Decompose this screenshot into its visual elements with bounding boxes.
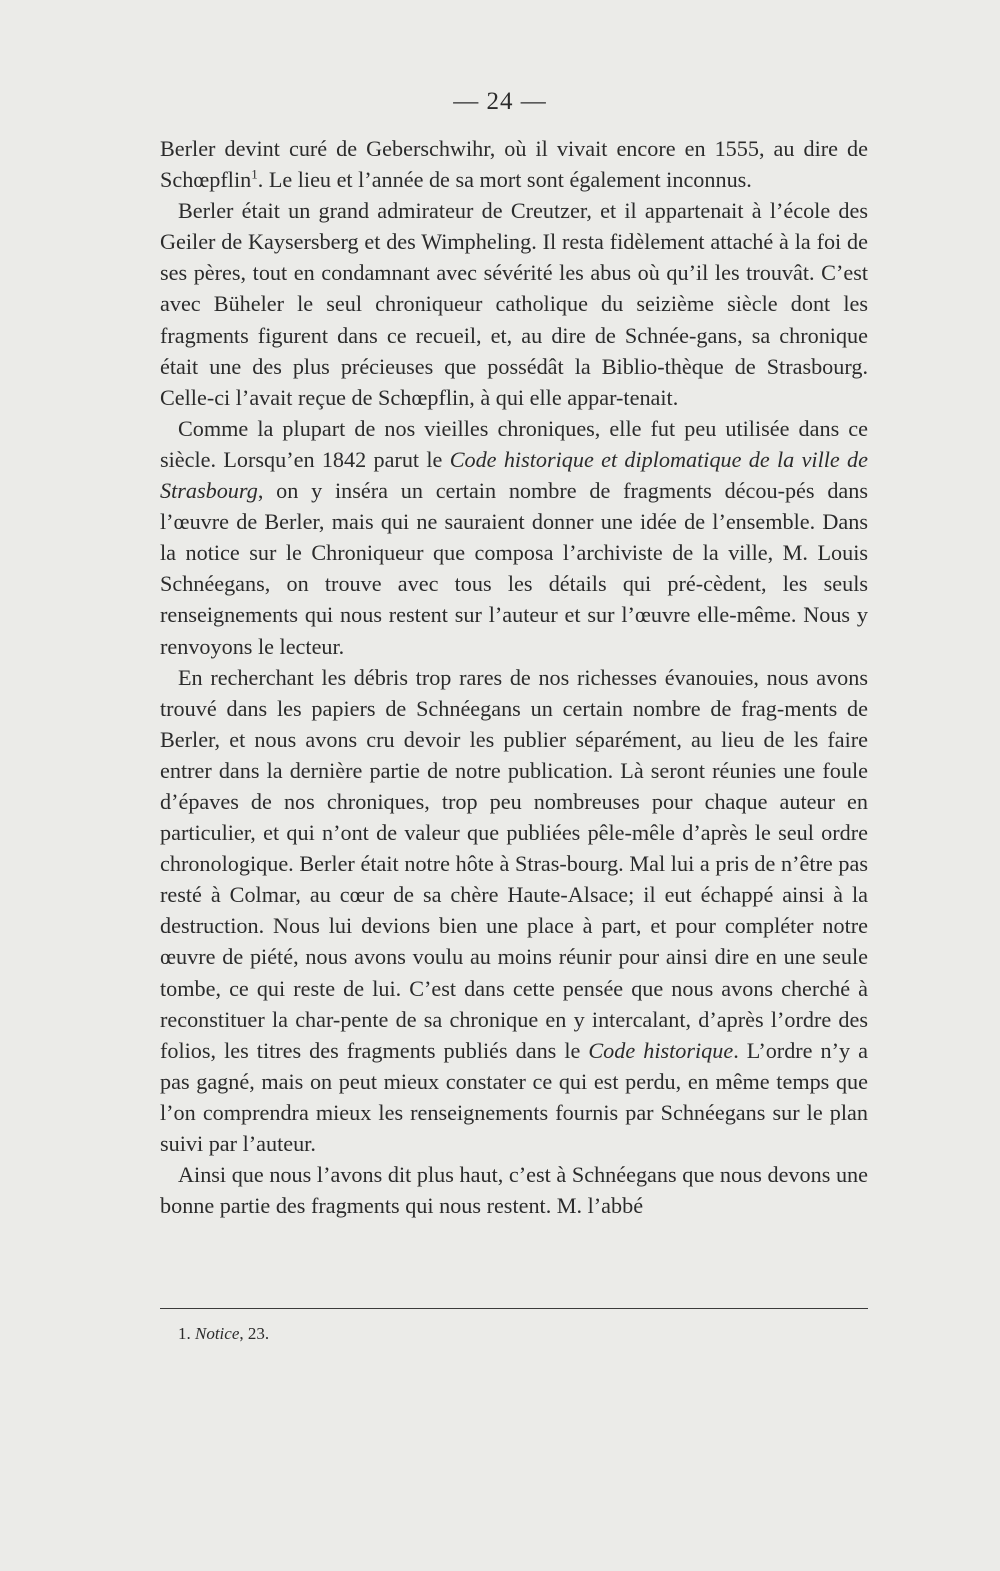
italic-title: Code historique et diplomatique de la ville de Strasbourg xyxy=(160,446,868,504)
footnote-reference-mark: 1 xyxy=(251,166,258,182)
text-run: Berler devint curé de Geberschwihr, où il vivait encore en 1555, au dire de Schœpflin xyxy=(160,136,868,193)
paragraph xyxy=(160,1159,868,1221)
text-run: Berler était un grand admirateur de Creutzer, et il appartenait à l’école des Geiler de Kaysersberg et des Wimpheling. Il resta fidèlement attaché à la foi de ses pères, tout en condamnant avec sévérité les abus où qu’il les trouvât. C’est avec Büheler le seul chroniqueur catholique du seizième siècle dont les fragments figurent dans ce recueil, et, au dire de Schnée-gans, sa chronique était une des plus précieuses que possédât la Biblio-thèque de Strasbourg. Celle-ci l’avait reçue de Schœpflin, à qui elle appar-tenait. xyxy=(160,198,868,410)
paragraph xyxy=(160,133,868,195)
page-number: — 24 — xyxy=(453,88,547,115)
text-run: . Le lieu et l’année de sa mort sont également inconnus. xyxy=(257,167,752,193)
paragraph xyxy=(160,662,868,1160)
text-run: En recherchant les débris trop rares de nos richesses évanouies, nous avons trouvé dans les papiers de Schnéegans un certain nombre de frag-ments de Berler, et nous avons cru devoir les publier séparément, au lieu de les faire entrer dans la dernière partie de notre publication. Là seront réunies une foule d’épaves de nos chroniques, trop peu nombreuses pour chaque auteur en particulier, et qui n’ont de valeur que publiées pêle-mêle d’après le seul ordre chronologique. Berler était notre hôte à Stras-bourg. Mal lui a pris de n’être pas resté à Colmar, au cœur de sa chère Haute-Alsace; il eut échappé ainsi à la destruction. Nous lui devions bien une place à part, et pour compléter notre œuvre de piété, nous avons voulu au moins réunir pour ainsi dire en une seule tombe, ce qui reste de lui. C’est dans cette pensée que nous avons cherché à reconstituer la char-pente de sa chronique en y intercalant, d’après l’ordre des folios, les titres des fragments publiés dans le xyxy=(160,664,868,1063)
text-run: Comme la plupart de nos vieilles chroniques, elle fut peu utilisée dans ce siècle. Lorsqu’en 1842 parut le xyxy=(160,415,868,472)
footnote-reference: , 23. xyxy=(239,1324,270,1343)
footnote-marker: 1. xyxy=(178,1324,191,1343)
text-run: . L’ordre n’y a pas gagné, mais on peut mieux constater ce qui est perdu, en même temps que l’on comprendra mieux les renseignements fournis par Schnéegans sur le plan suivi par l’auteur. xyxy=(160,1037,868,1156)
footnote-work-title: Notice xyxy=(195,1324,240,1343)
text-run: Ainsi que nous l’avons dit plus haut, c’est à Schnéegans que nous devons une bonne partie des fragments qui nous restent. M. l’abbé xyxy=(160,1162,868,1219)
italic-title: Code historique xyxy=(588,1037,734,1063)
footnote-separator xyxy=(160,1308,868,1309)
body-text xyxy=(160,133,868,1221)
footnote xyxy=(178,1322,269,1346)
text-run: , on y inséra un certain nombre de fragments décou-pés dans l’œuvre de Berler, mais qui ne sauraient donner une idée de l’ensemble. Dans la notice sur le Chroniqueur que composa l’archiviste de la ville, M. Louis Schnéegans, on trouve avec tous les détails qui pré-cèdent, les seuls renseignements qui nous restent sur l’auteur et sur l’œuvre elle-même. Nous y renvoyons le lecteur. xyxy=(160,478,868,659)
paragraph xyxy=(160,413,868,662)
paragraph xyxy=(160,195,868,413)
